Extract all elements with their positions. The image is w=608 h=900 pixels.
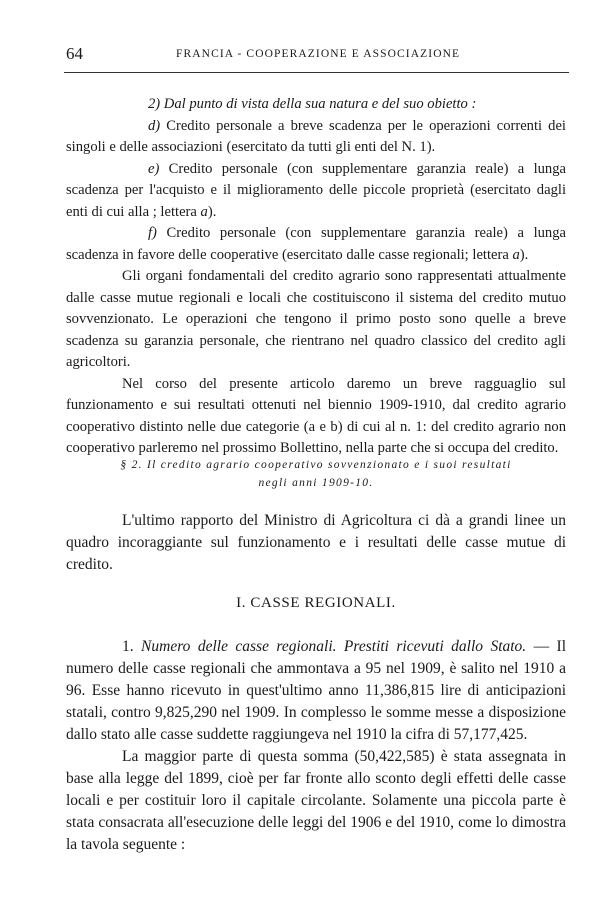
list-item-d [66, 116, 566, 159]
section-heading-line: negli anni 1909-10. [258, 477, 374, 489]
page-number: 64 [66, 44, 83, 63]
intro-block [66, 94, 566, 460]
section-heading [66, 456, 566, 492]
page-header [66, 44, 566, 68]
list-label-e: e) [148, 160, 160, 177]
paragraph-text: — Il numero delle casse regionali che ammontava a 95 nel 1909, è salito nel 1910 a 96. Esse hanno ricevuto in quest'ultimo anno 11,386,815 lire di anticipazioni statali, contro 9,825,290 nel 1909. In complesso le somme messe a disposizione dallo stato alle casse suddette raggiungeva nel 1910 la cifra di 57,177,425. [66, 638, 566, 743]
subsection-number: 1. [122, 638, 134, 655]
header-rule [64, 72, 569, 73]
subsection-title: Numero delle casse regionali. Prestiti ricevuti dallo Stato. [141, 638, 527, 655]
list-ref-f: a [512, 246, 520, 263]
list-heading-2: 2) Dal punto di vista della sua natura e del suo obietto : [148, 96, 477, 112]
list-tail-f: ). [519, 246, 529, 263]
paragraph: L'ultimo rapporto del Ministro di Agricoltura ci dà a grandi linee un quadro incoraggiante sul funzionamento e i resultati delle casse mutue di credito. [66, 512, 566, 573]
section-heading-line: § 2. Il credito agrario cooperativo sovvenzionato e i suoi resultati [120, 459, 512, 471]
list-label-d: d) [148, 117, 161, 134]
paragraph: Nel corso del presente articolo daremo un breve ragguaglio sul funzionamento e sui resultati ottenuti nel biennio 1909-1910, dal credito agrario cooperativo distinto nelle due categorie (a e b) di cui al n. 1: del credito agrario non cooperativo parleremo nel prossimo Bollettino, nella parte che si occupa del credito. [66, 375, 566, 456]
list-text-f: Credito personale (con supplementare garanzia reale) a lunga scadenza in favore delle cooperative (esercitato dalle casse regionali; lettera [66, 225, 566, 263]
chapter-title: I. CASSE REGIONALI. [236, 595, 396, 611]
section-block [66, 510, 566, 576]
paragraph: Gli organi fondamentali del credito agrario sono rappresentati attualmente dalle casse mutue regionali e locali che costituiscono il sistema del credito mutuo sovvenzionato. Le operazioni che tengono il primo posto sono quelle a breve scadenza su garanzia personale, che rientrano nel quadro classico del credito agli agricoltori. [66, 268, 566, 370]
chapter-block [66, 636, 566, 856]
list-item-e [66, 159, 566, 224]
list-item-f [66, 223, 566, 266]
list-tail-e: ). [207, 203, 217, 220]
list-text-e: Credito personale (con supplementare garanzia reale) a lunga scadenza per l'acquisto e il miglioramento delle piccole proprietà (esercitato dagli enti di cui alla ; lettera [66, 160, 566, 220]
paragraph: La maggior parte di questa somma (50,422,585) è stata assegnata in base alla legge del 1899, cioè per far fronte allo sconto degli effetti delle casse locali e per costituir loro il capitale circolante. Solamente una piccola parte è stata consacrata all'esecuzione delle leggi del 1906 e del 1910, come lo dimostra la tavola seguente : [66, 748, 566, 853]
list-label-f: f) [148, 225, 157, 241]
paragraph [66, 636, 566, 746]
list-ref-e: a [200, 203, 208, 220]
running-head: FRANCIA - COOPERAZIONE E ASSOCIAZIONE [176, 48, 461, 60]
list-text-d: Credito personale a breve scadenza per le operazioni correnti dei singoli e delle associazioni (esercitato da tutti gli enti del N. 1). [66, 117, 566, 155]
